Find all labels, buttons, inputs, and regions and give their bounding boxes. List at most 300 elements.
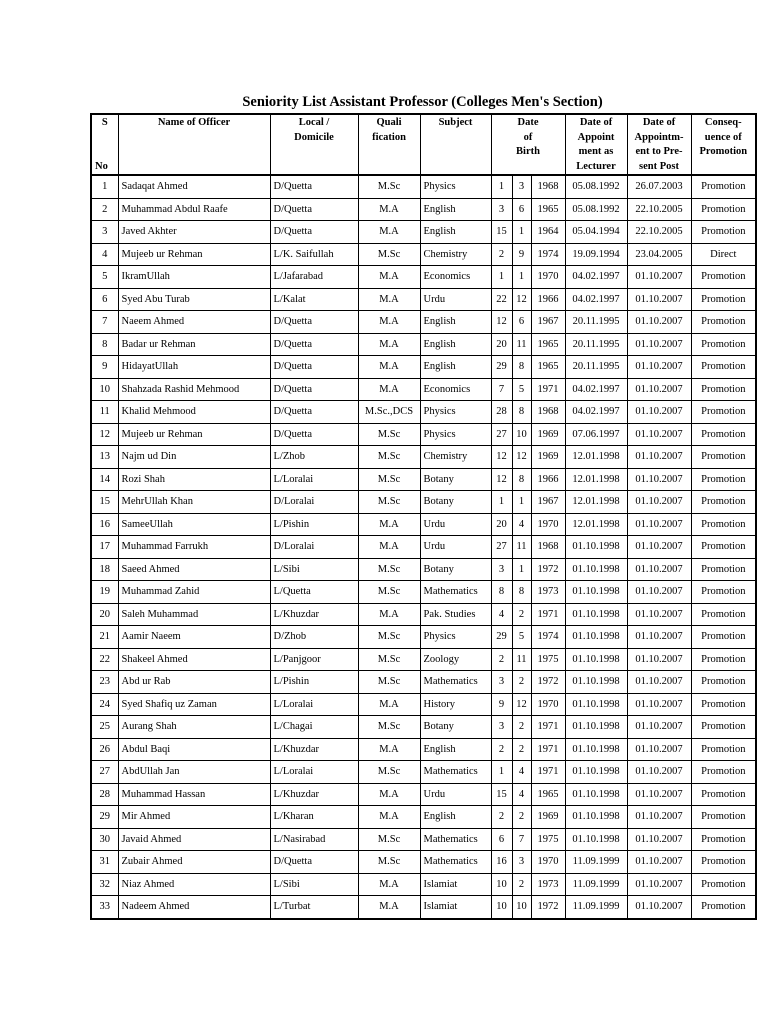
domicile-cell: D/Quetta xyxy=(270,423,358,446)
birth-month-cell: 1 xyxy=(512,221,531,244)
date-lecturer-cell: 20.11.1995 xyxy=(565,356,627,379)
serial-no-cell: 14 xyxy=(91,468,118,491)
birth-month-cell: 2 xyxy=(512,603,531,626)
subject-cell: Urdu xyxy=(420,513,491,536)
serial-no-cell: 2 xyxy=(91,198,118,221)
birth-month-cell: 10 xyxy=(512,896,531,919)
serial-no-cell: 26 xyxy=(91,738,118,761)
header-present-post xyxy=(627,114,691,175)
birth-year-cell: 1968 xyxy=(531,401,565,424)
birth-day-cell: 15 xyxy=(491,221,512,244)
domicile-cell: L/Loralai xyxy=(270,468,358,491)
qualification-cell: M.A xyxy=(358,198,420,221)
domicile-cell: L/Nasirabad xyxy=(270,828,358,851)
officer-name-cell: IkramUllah xyxy=(118,266,270,289)
date-lecturer-cell: 19.09.1994 xyxy=(565,243,627,266)
qualification-cell: M.Sc.,DCS xyxy=(358,401,420,424)
consequence-cell: Promotion xyxy=(691,536,756,559)
domicile-cell: L/Loralai xyxy=(270,761,358,784)
qualification-cell: M.A xyxy=(358,288,420,311)
subject-cell: Mathematics xyxy=(420,851,491,874)
officer-name-cell: Muhammad Hassan xyxy=(118,783,270,806)
date-present-post-cell: 01.10.2007 xyxy=(627,671,691,694)
header-conseq-line3: Promotion xyxy=(699,146,748,157)
date-present-post-cell: 01.10.2007 xyxy=(627,896,691,919)
qualification-cell: M.A xyxy=(358,266,420,289)
table-row xyxy=(91,333,756,356)
subject-cell: English xyxy=(420,198,491,221)
header-appt-line3: ment as xyxy=(578,146,614,157)
birth-month-cell: 7 xyxy=(512,828,531,851)
birth-day-cell: 10 xyxy=(491,896,512,919)
header-qualification-line1: Quali xyxy=(376,117,402,128)
birth-month-cell: 5 xyxy=(512,626,531,649)
birth-year-cell: 1975 xyxy=(531,828,565,851)
table-row xyxy=(91,491,756,514)
birth-day-cell: 27 xyxy=(491,536,512,559)
domicile-cell: L/Sibi xyxy=(270,558,358,581)
date-present-post-cell: 01.10.2007 xyxy=(627,783,691,806)
date-lecturer-cell: 01.10.1998 xyxy=(565,738,627,761)
date-present-post-cell: 01.10.2007 xyxy=(627,738,691,761)
birth-month-cell: 3 xyxy=(512,851,531,874)
serial-no-cell: 21 xyxy=(91,626,118,649)
birth-year-cell: 1974 xyxy=(531,626,565,649)
officer-name-cell: Mujeeb ur Rehman xyxy=(118,243,270,266)
date-lecturer-cell: 04.02.1997 xyxy=(565,288,627,311)
date-present-post-cell: 01.10.2007 xyxy=(627,603,691,626)
qualification-cell: M.Sc xyxy=(358,648,420,671)
table-row xyxy=(91,738,756,761)
header-domicile xyxy=(270,114,358,175)
date-present-post-cell: 01.10.2007 xyxy=(627,806,691,829)
header-dob-line2: of xyxy=(523,131,533,143)
consequence-cell: Promotion xyxy=(691,288,756,311)
subject-cell: English xyxy=(420,806,491,829)
qualification-cell: M.Sc xyxy=(358,175,420,198)
officer-name-cell: Khalid Mehmood xyxy=(118,401,270,424)
birth-month-cell: 8 xyxy=(512,468,531,491)
birth-month-cell: 8 xyxy=(512,401,531,424)
consequence-cell: Promotion xyxy=(691,513,756,536)
birth-month-cell: 10 xyxy=(512,423,531,446)
birth-day-cell: 2 xyxy=(491,738,512,761)
serial-no-cell: 15 xyxy=(91,491,118,514)
serial-no-cell: 29 xyxy=(91,806,118,829)
birth-month-cell: 12 xyxy=(512,693,531,716)
birth-day-cell: 22 xyxy=(491,288,512,311)
header-name: Name of Officer xyxy=(118,114,270,175)
qualification-cell: M.A xyxy=(358,536,420,559)
serial-no-cell: 16 xyxy=(91,513,118,536)
birth-month-cell: 11 xyxy=(512,648,531,671)
date-present-post-cell: 01.10.2007 xyxy=(627,648,691,671)
header-consequence xyxy=(691,114,756,175)
serial-no-cell: 5 xyxy=(91,266,118,289)
domicile-cell: D/Quetta xyxy=(270,333,358,356)
birth-year-cell: 1974 xyxy=(531,243,565,266)
consequence-cell: Promotion xyxy=(691,693,756,716)
consequence-cell: Promotion xyxy=(691,671,756,694)
domicile-cell: L/Panjgoor xyxy=(270,648,358,671)
date-lecturer-cell: 01.10.1998 xyxy=(565,783,627,806)
birth-year-cell: 1969 xyxy=(531,446,565,469)
subject-cell: English xyxy=(420,738,491,761)
date-present-post-cell: 01.10.2007 xyxy=(627,716,691,739)
table-row xyxy=(91,626,756,649)
officer-name-cell: Saeed Ahmed xyxy=(118,558,270,581)
domicile-cell: L/Kharan xyxy=(270,806,358,829)
header-dob-line3: Birth xyxy=(516,146,540,157)
officer-name-cell: Aurang Shah xyxy=(118,716,270,739)
domicile-cell: D/Quetta xyxy=(270,175,358,198)
officer-name-cell: Javed Akhter xyxy=(118,221,270,244)
domicile-cell: D/Quetta xyxy=(270,378,358,401)
subject-cell: Economics xyxy=(420,378,491,401)
date-present-post-cell: 23.04.2005 xyxy=(627,243,691,266)
birth-day-cell: 2 xyxy=(491,243,512,266)
date-lecturer-cell: 01.10.1998 xyxy=(565,761,627,784)
date-present-post-cell: 01.10.2007 xyxy=(627,873,691,896)
date-lecturer-cell: 12.01.1998 xyxy=(565,446,627,469)
date-present-post-cell: 01.10.2007 xyxy=(627,558,691,581)
domicile-cell: L/K. Saifullah xyxy=(270,243,358,266)
date-present-post-cell: 01.10.2007 xyxy=(627,356,691,379)
birth-month-cell: 2 xyxy=(512,873,531,896)
officer-name-cell: Abd ur Rab xyxy=(118,671,270,694)
birth-day-cell: 6 xyxy=(491,828,512,851)
table-row xyxy=(91,401,756,424)
header-present-line2: Appointm- xyxy=(634,131,684,143)
consequence-cell: Promotion xyxy=(691,828,756,851)
header-date-of-birth xyxy=(491,114,565,175)
domicile-cell: D/Quetta xyxy=(270,851,358,874)
date-present-post-cell: 01.10.2007 xyxy=(627,446,691,469)
birth-year-cell: 1968 xyxy=(531,175,565,198)
birth-year-cell: 1971 xyxy=(531,716,565,739)
table-row xyxy=(91,648,756,671)
serial-no-cell: 17 xyxy=(91,536,118,559)
table-row xyxy=(91,468,756,491)
date-present-post-cell: 01.10.2007 xyxy=(627,288,691,311)
birth-day-cell: 3 xyxy=(491,671,512,694)
birth-year-cell: 1965 xyxy=(531,333,565,356)
birth-day-cell: 12 xyxy=(491,468,512,491)
consequence-cell: Promotion xyxy=(691,198,756,221)
date-present-post-cell: 01.10.2007 xyxy=(627,378,691,401)
birth-year-cell: 1969 xyxy=(531,806,565,829)
header-present-line3: ent to Pre- xyxy=(635,146,683,157)
serial-no-cell: 33 xyxy=(91,896,118,919)
consequence-cell: Promotion xyxy=(691,446,756,469)
table-row xyxy=(91,513,756,536)
subject-cell: Physics xyxy=(420,423,491,446)
officer-name-cell: Syed Abu Turab xyxy=(118,288,270,311)
table-row xyxy=(91,536,756,559)
subject-cell: Mathematics xyxy=(420,671,491,694)
serial-no-cell: 8 xyxy=(91,333,118,356)
subject-cell: Pak. Studies xyxy=(420,603,491,626)
birth-day-cell: 20 xyxy=(491,333,512,356)
table-row xyxy=(91,783,756,806)
date-lecturer-cell: 05.08.1992 xyxy=(565,198,627,221)
serial-no-cell: 7 xyxy=(91,311,118,334)
birth-month-cell: 2 xyxy=(512,716,531,739)
date-present-post-cell: 01.10.2007 xyxy=(627,333,691,356)
subject-cell: Mathematics xyxy=(420,761,491,784)
qualification-cell: M.Sc xyxy=(358,761,420,784)
birth-day-cell: 8 xyxy=(491,581,512,604)
table-row xyxy=(91,423,756,446)
subject-cell: Mathematics xyxy=(420,581,491,604)
serial-no-cell: 13 xyxy=(91,446,118,469)
domicile-cell: D/Quetta xyxy=(270,311,358,334)
subject-cell: Physics xyxy=(420,401,491,424)
birth-day-cell: 20 xyxy=(491,513,512,536)
domicile-cell: L/Khuzdar xyxy=(270,783,358,806)
serial-no-cell: 20 xyxy=(91,603,118,626)
date-present-post-cell: 01.10.2007 xyxy=(627,311,691,334)
domicile-cell: L/Jafarabad xyxy=(270,266,358,289)
table-row xyxy=(91,716,756,739)
serial-no-cell: 4 xyxy=(91,243,118,266)
consequence-cell: Promotion xyxy=(691,783,756,806)
qualification-cell: M.Sc xyxy=(358,851,420,874)
domicile-cell: L/Sibi xyxy=(270,873,358,896)
consequence-cell: Promotion xyxy=(691,311,756,334)
domicile-cell: L/Pishin xyxy=(270,513,358,536)
header-s: S xyxy=(101,117,108,128)
table-row xyxy=(91,221,756,244)
serial-no-cell: 6 xyxy=(91,288,118,311)
birth-year-cell: 1972 xyxy=(531,558,565,581)
qualification-cell: M.A xyxy=(358,378,420,401)
table-row xyxy=(91,266,756,289)
birth-year-cell: 1968 xyxy=(531,536,565,559)
table-row xyxy=(91,851,756,874)
subject-cell: English xyxy=(420,356,491,379)
domicile-cell: D/Quetta xyxy=(270,401,358,424)
serial-no-cell: 3 xyxy=(91,221,118,244)
qualification-cell: M.Sc xyxy=(358,626,420,649)
header-present-line1: Date of xyxy=(642,117,676,128)
table-row xyxy=(91,896,756,919)
header-qualification-line2: fication xyxy=(372,131,406,143)
birth-day-cell: 2 xyxy=(491,806,512,829)
birth-month-cell: 12 xyxy=(512,288,531,311)
date-lecturer-cell: 05.08.1992 xyxy=(565,175,627,198)
birth-year-cell: 1971 xyxy=(531,738,565,761)
consequence-cell: Promotion xyxy=(691,468,756,491)
birth-year-cell: 1969 xyxy=(531,423,565,446)
birth-day-cell: 1 xyxy=(491,175,512,198)
officer-name-cell: Javaid Ahmed xyxy=(118,828,270,851)
domicile-cell: L/Zhob xyxy=(270,446,358,469)
table-row xyxy=(91,873,756,896)
header-dob-line1: Date xyxy=(517,117,539,128)
birth-year-cell: 1973 xyxy=(531,873,565,896)
birth-year-cell: 1965 xyxy=(531,356,565,379)
birth-day-cell: 4 xyxy=(491,603,512,626)
consequence-cell: Promotion xyxy=(691,378,756,401)
consequence-cell: Promotion xyxy=(691,266,756,289)
consequence-cell: Promotion xyxy=(691,851,756,874)
officer-name-cell: Shahzada Rashid Mehmood xyxy=(118,378,270,401)
birth-month-cell: 2 xyxy=(512,671,531,694)
domicile-cell: L/Quetta xyxy=(270,581,358,604)
seniority-table xyxy=(90,113,757,920)
header-appt-line2: Appoint xyxy=(577,131,615,143)
subject-cell: Urdu xyxy=(420,783,491,806)
birth-month-cell: 12 xyxy=(512,446,531,469)
table-row xyxy=(91,175,756,198)
table-row xyxy=(91,198,756,221)
serial-no-cell: 10 xyxy=(91,378,118,401)
officer-name-cell: Niaz Ahmed xyxy=(118,873,270,896)
birth-day-cell: 10 xyxy=(491,873,512,896)
date-present-post-cell: 01.10.2007 xyxy=(627,581,691,604)
serial-no-cell: 28 xyxy=(91,783,118,806)
date-present-post-cell: 01.10.2007 xyxy=(627,693,691,716)
consequence-cell: Promotion xyxy=(691,221,756,244)
serial-no-cell: 30 xyxy=(91,828,118,851)
qualification-cell: M.Sc xyxy=(358,716,420,739)
serial-no-cell: 32 xyxy=(91,873,118,896)
serial-no-cell: 9 xyxy=(91,356,118,379)
serial-no-cell: 27 xyxy=(91,761,118,784)
officer-name-cell: Aamir Naeem xyxy=(118,626,270,649)
qualification-cell: M.A xyxy=(358,221,420,244)
date-lecturer-cell: 11.09.1999 xyxy=(565,873,627,896)
date-present-post-cell: 01.10.2007 xyxy=(627,761,691,784)
birth-year-cell: 1971 xyxy=(531,378,565,401)
birth-day-cell: 7 xyxy=(491,378,512,401)
table-row xyxy=(91,356,756,379)
birth-month-cell: 2 xyxy=(512,806,531,829)
domicile-cell: L/Kalat xyxy=(270,288,358,311)
header-domicile-line1: Local / xyxy=(298,117,330,128)
consequence-cell: Promotion xyxy=(691,896,756,919)
birth-year-cell: 1970 xyxy=(531,513,565,536)
date-lecturer-cell: 01.10.1998 xyxy=(565,828,627,851)
header-qualification xyxy=(358,114,420,175)
consequence-cell: Promotion xyxy=(691,423,756,446)
table-row xyxy=(91,558,756,581)
table-row xyxy=(91,378,756,401)
date-present-post-cell: 22.10.2005 xyxy=(627,221,691,244)
officer-name-cell: Syed Shafiq uz Zaman xyxy=(118,693,270,716)
qualification-cell: M.A xyxy=(358,783,420,806)
date-present-post-cell: 01.10.2007 xyxy=(627,626,691,649)
birth-month-cell: 11 xyxy=(512,536,531,559)
table-row xyxy=(91,446,756,469)
qualification-cell: M.A xyxy=(358,603,420,626)
birth-month-cell: 1 xyxy=(512,266,531,289)
birth-year-cell: 1971 xyxy=(531,761,565,784)
date-lecturer-cell: 04.02.1997 xyxy=(565,266,627,289)
domicile-cell: D/Quetta xyxy=(270,356,358,379)
serial-no-cell: 22 xyxy=(91,648,118,671)
domicile-cell: D/Quetta xyxy=(270,198,358,221)
birth-year-cell: 1970 xyxy=(531,851,565,874)
serial-no-cell: 12 xyxy=(91,423,118,446)
header-conseq-line2: uence of xyxy=(704,131,742,143)
header-present-line4: sent Post xyxy=(639,160,680,172)
serial-no-cell: 25 xyxy=(91,716,118,739)
birth-month-cell: 8 xyxy=(512,356,531,379)
table-row xyxy=(91,806,756,829)
birth-month-cell: 2 xyxy=(512,738,531,761)
table-row xyxy=(91,828,756,851)
date-lecturer-cell: 01.10.1998 xyxy=(565,536,627,559)
subject-cell: English xyxy=(420,221,491,244)
officer-name-cell: Shakeel Ahmed xyxy=(118,648,270,671)
date-lecturer-cell: 20.11.1995 xyxy=(565,311,627,334)
subject-cell: Botany xyxy=(420,468,491,491)
birth-year-cell: 1970 xyxy=(531,693,565,716)
date-present-post-cell: 01.10.2007 xyxy=(627,468,691,491)
subject-cell: Chemistry xyxy=(420,446,491,469)
birth-month-cell: 5 xyxy=(512,378,531,401)
birth-year-cell: 1966 xyxy=(531,288,565,311)
date-lecturer-cell: 12.01.1998 xyxy=(565,468,627,491)
date-lecturer-cell: 12.01.1998 xyxy=(565,491,627,514)
birth-year-cell: 1972 xyxy=(531,896,565,919)
domicile-cell: L/Loralai xyxy=(270,693,358,716)
birth-day-cell: 3 xyxy=(491,716,512,739)
birth-month-cell: 4 xyxy=(512,783,531,806)
page-title: Seniority List Assistant Professor (Colleges Men's Section) xyxy=(242,94,603,110)
date-present-post-cell: 01.10.2007 xyxy=(627,536,691,559)
subject-cell: English xyxy=(420,333,491,356)
header-no: No xyxy=(95,160,108,172)
consequence-cell: Promotion xyxy=(691,806,756,829)
date-lecturer-cell: 11.09.1999 xyxy=(565,896,627,919)
officer-name-cell: Muhammad Zahid xyxy=(118,581,270,604)
qualification-cell: M.A xyxy=(358,513,420,536)
birth-year-cell: 1971 xyxy=(531,603,565,626)
table-row xyxy=(91,603,756,626)
consequence-cell: Promotion xyxy=(691,626,756,649)
date-present-post-cell: 01.10.2007 xyxy=(627,513,691,536)
birth-day-cell: 29 xyxy=(491,626,512,649)
date-lecturer-cell: 01.10.1998 xyxy=(565,716,627,739)
officer-name-cell: Mujeeb ur Rehman xyxy=(118,423,270,446)
birth-day-cell: 1 xyxy=(491,266,512,289)
date-lecturer-cell: 05.04.1994 xyxy=(565,221,627,244)
date-lecturer-cell: 01.10.1998 xyxy=(565,626,627,649)
birth-day-cell: 3 xyxy=(491,198,512,221)
consequence-cell: Promotion xyxy=(691,716,756,739)
table-row xyxy=(91,243,756,266)
date-lecturer-cell: 01.10.1998 xyxy=(565,806,627,829)
birth-month-cell: 6 xyxy=(512,198,531,221)
consequence-cell: Promotion xyxy=(691,491,756,514)
birth-month-cell: 4 xyxy=(512,761,531,784)
date-lecturer-cell: 11.09.1999 xyxy=(565,851,627,874)
officer-name-cell: Abdul Baqi xyxy=(118,738,270,761)
officer-name-cell: AbdUllah Jan xyxy=(118,761,270,784)
header-subject: Subject xyxy=(420,114,491,175)
subject-cell: Mathematics xyxy=(420,828,491,851)
header-appt-line4: Lecturer xyxy=(576,160,616,172)
serial-no-cell: 18 xyxy=(91,558,118,581)
subject-cell: History xyxy=(420,693,491,716)
consequence-cell: Promotion xyxy=(691,648,756,671)
date-lecturer-cell: 01.10.1998 xyxy=(565,558,627,581)
header-domicile-line2: Domicile xyxy=(294,131,334,143)
birth-day-cell: 3 xyxy=(491,558,512,581)
